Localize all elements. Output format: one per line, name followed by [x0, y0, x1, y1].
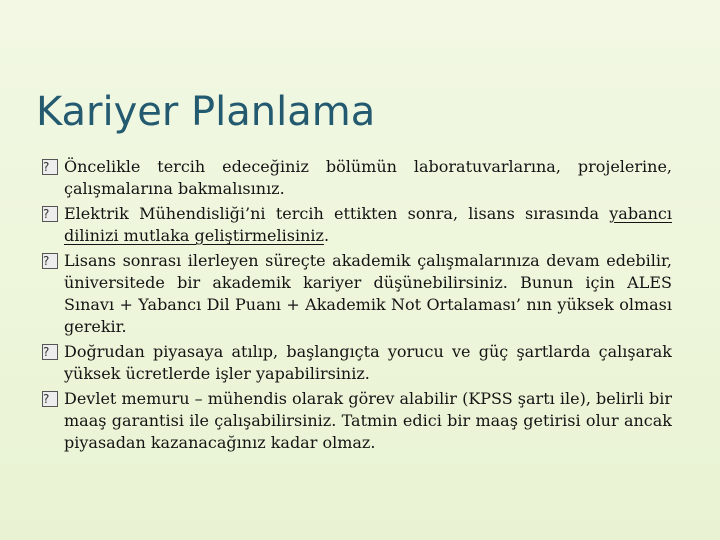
bullet-marker-icon: ? [42, 344, 58, 360]
bullet-text: Lisans sonrası ilerleyen süreçte akademik çalışmalarınıza devam edebilir, üniversitede bir akademik kariyer düşünebilirsiniz. Bunun için ALES Sınavı + Yabancı Dil Puanı + Akademik Not Ortalaması’ nın yüksek olması gerekir. [64, 251, 672, 336]
bullet-item [42, 156, 672, 200]
bullet-list [42, 156, 672, 454]
bullet-text: Doğrudan piyasaya atılıp, başlangıçta yorucu ve güç şartlarda çalışarak yüksek ücretlerde işler yapabilirsiniz. [64, 342, 672, 383]
bullet-item [42, 250, 672, 338]
bullet-marker-icon: ? [42, 159, 58, 175]
bullet-item [42, 341, 672, 385]
slide-title: Kariyer Planlama [36, 89, 376, 135]
bullet-text: Elektrik Mühendisliği’ni tercih ettikten sonra, lisans sırasında [64, 204, 610, 223]
bullet-item [42, 388, 672, 454]
bullet-underlined-text: yabancı dilinizi mutlaka geliştirmelisiniz [64, 204, 672, 245]
bullet-marker-icon: ? [42, 391, 58, 407]
bullet-text: Öncelikle tercih edeceğiniz bölümün laboratuvarlarına, projelerine, çalışmalarına bakmalısınız. [64, 157, 672, 198]
bullet-marker-icon: ? [42, 206, 58, 222]
bullet-marker-icon: ? [42, 253, 58, 269]
bullet-item [42, 203, 672, 247]
bullet-text-end: . [323, 226, 330, 245]
bullet-text: Devlet memuru – mühendis olarak görev alabilir (KPSS şartı ile), belirli bir maaş garantisi ile çalışabilirsiniz. Tatmin edici bir maaş getirisi olur ancak piyasadan kazanacağınız kadar olmaz. [64, 389, 672, 452]
